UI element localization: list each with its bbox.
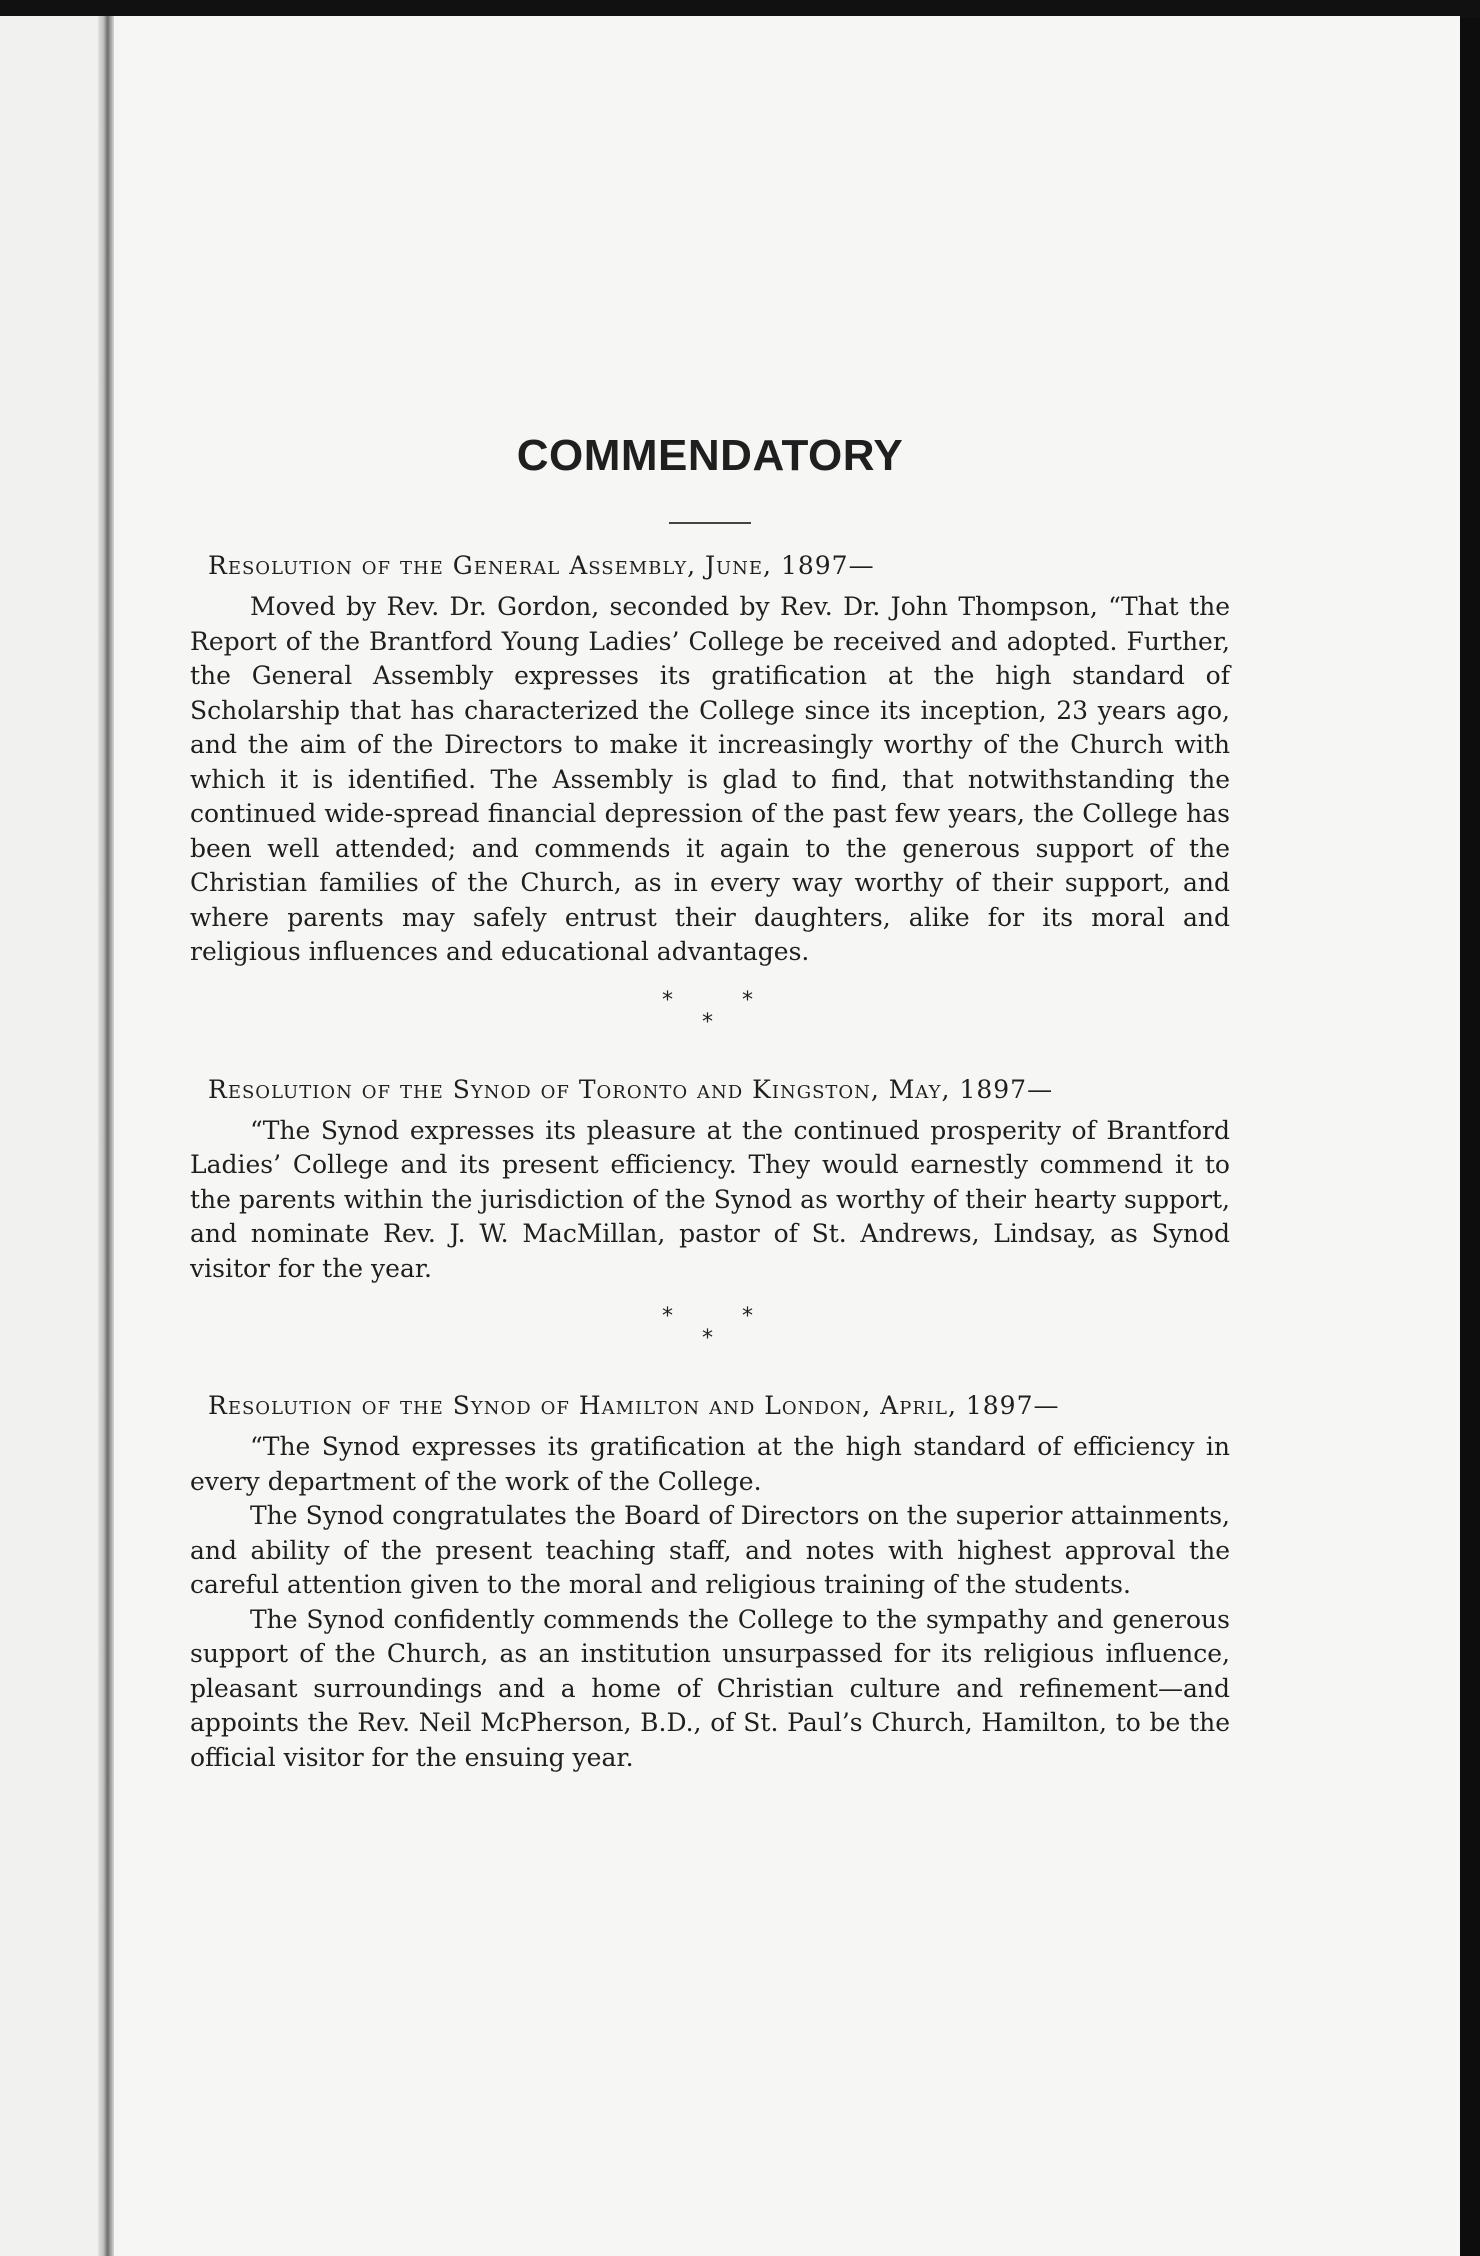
asterisk: *: [742, 987, 753, 1013]
document-page: [0, 16, 1460, 2256]
resolution-paragraph: “The Synod expresses its pleasure at the continued prosperity of Brantford Ladies’ College and its present efficiency. They would earnestly commend it to the parents within the jurisdiction of the Synod as worthy of their hearty support, and nominate Rev. J. W. MacMillan, pastor of St. Andrews, Lindsay, as Synod visitor for the year.: [190, 1115, 1230, 1283]
resolution-heading: Resolution of the General Assembly, June, 1897—: [208, 551, 875, 580]
resolution-paragraph: “The Synod expresses its gratification at the high standard of efficiency in every department of the work of the College.: [190, 1432, 1230, 1496]
resolution-paragraph: The Synod congratulates the Board of Directors on the superior attainments, and ability of the present teaching staff, and notes with highest approval the careful attention given to the moral and religious training of the students.: [190, 1501, 1230, 1599]
page-content: [190, 426, 1230, 1775]
asterisk: *: [702, 1326, 713, 1351]
resolution-heading: Resolution of the Synod of Toronto and Kingston, May, 1897—: [208, 1074, 1054, 1104]
resolution-synod-hamilton-london: [190, 1388, 1230, 1775]
resolution-paragraph: Moved by Rev. Dr. Gordon, seconded by Rev. Dr. John Thompson, “That the Report of the Brantford Young Ladies’ College be received and adopted. Further, the General Assembly expresses its gratification at the high standard of Scholarship that has characterized the College since its inception, 23 years ago, and the aim of the Directors to make it increasingly worthy of the Church with which it is identified. The Assembly is glad to find, that notwithstanding the continued wide-spread financial depression of the past few years, the College has been well attended; and commends it again to the generous support of the Christian families of the Church, as in every way worthy of their support, and where parents may safely entrust their daughters, alike for its moral and religious influences and educational advantages.: [190, 592, 1230, 966]
page-title: COMMENDATORY: [516, 431, 904, 480]
asterisk: *: [662, 987, 673, 1013]
resolution-synod-toronto-kingston: [190, 1072, 1230, 1287]
title-rule: [669, 522, 751, 524]
asterisk: *: [702, 1009, 713, 1035]
section-separator: [190, 1300, 1230, 1364]
facing-page-edge: [0, 16, 98, 2256]
resolution-general-assembly: [190, 548, 1230, 970]
page-gutter-shadow: [98, 16, 114, 2256]
asterisk: *: [742, 1304, 753, 1329]
asterisk: *: [662, 1304, 673, 1329]
resolution-heading: Resolution of the Synod of Hamilton and London, April, 1897—: [208, 1391, 1060, 1420]
resolution-paragraph: The Synod confidently commends the College to the sympathy and generous support of the Church, as an institution unsurpassed for its religious influence, pleasant surroundings and a home of Christian culture and refinement—and appoints the Rev. Neil McPherson, B.D., of St. Paul’s Church, Hamilton, to be the official visitor for the ensuing year.: [190, 1604, 1230, 1772]
section-separator: [190, 984, 1230, 1048]
